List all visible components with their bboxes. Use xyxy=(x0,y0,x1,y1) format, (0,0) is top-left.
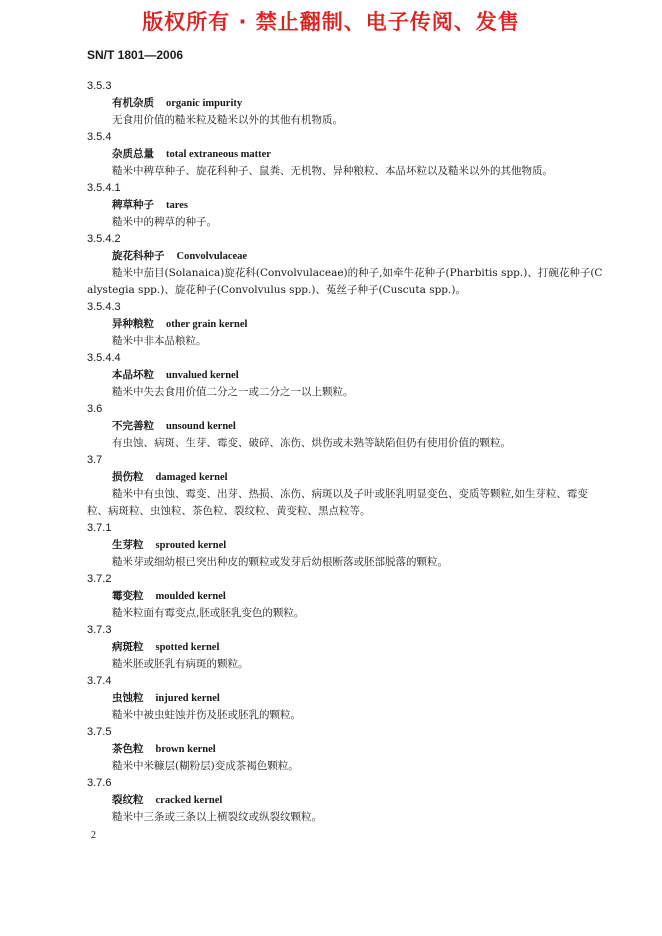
term-entry xyxy=(87,571,607,622)
clause-number: 3.7.4 xyxy=(87,675,112,687)
term-entry xyxy=(87,78,607,129)
term-chinese: 损伤粒 xyxy=(112,471,144,483)
clause-number: 3.5.4.2 xyxy=(87,233,121,245)
clause-number: 3.7.1 xyxy=(87,522,112,534)
term-entry xyxy=(87,520,607,571)
clause-number: 3.7 xyxy=(87,454,103,466)
clause-number: 3.5.3 xyxy=(87,80,112,92)
term-heading xyxy=(87,197,607,214)
clause-number: 3.5.4.3 xyxy=(87,301,121,313)
term-heading xyxy=(87,418,607,435)
term-definition: 糙米中的稗草的种子。 xyxy=(112,216,217,228)
term-heading xyxy=(87,316,607,333)
term-entry xyxy=(87,724,607,775)
clause-number: 3.5.4 xyxy=(87,131,112,143)
clause-number: 3.7.3 xyxy=(87,624,112,636)
clause-number: 3.7.2 xyxy=(87,573,112,585)
term-chinese: 病斑粒 xyxy=(112,641,144,653)
clause-number: 3.6 xyxy=(87,403,103,415)
term-english: sprouted kernel xyxy=(155,540,227,551)
term-chinese: 裂纹粒 xyxy=(112,794,144,806)
term-definition: 糙米中被虫蛀蚀并伤及胚或胚乳的颗粒。 xyxy=(112,709,301,721)
term-definition: 糙米胚或胚乳有病斑的颗粒。 xyxy=(112,658,249,670)
term-heading xyxy=(87,741,607,758)
term-entry xyxy=(87,452,607,520)
term-english: injured kernel xyxy=(155,693,220,704)
term-chinese: 有机杂质 xyxy=(112,97,154,109)
term-english: Convolvulaceae xyxy=(176,251,248,262)
term-english: moulded kernel xyxy=(155,591,226,602)
term-definition: 有虫蚀、病斑、生芽、霉变、破碎、冻伤、烘伤或未熟等缺陷但仍有使用价值的颗粒。 xyxy=(112,437,511,449)
term-chinese: 不完善粒 xyxy=(112,420,154,432)
term-english: organic impurity xyxy=(166,98,243,109)
term-definition: 糙米中稗草种子、旋花科种子、鼠粪、无机物、异种粮粒、本品坏粒以及糙米以外的其他物质。 xyxy=(112,165,553,177)
term-entry xyxy=(87,775,607,826)
term-definition: 糙米芽或细幼根已突出种皮的颗粒或发芽后幼根断落或胚部脱落的颗粒。 xyxy=(112,556,448,568)
term-english: unvalued kernel xyxy=(166,370,239,381)
term-heading xyxy=(87,537,607,554)
term-english: spotted kernel xyxy=(155,642,220,653)
term-entry xyxy=(87,129,607,180)
term-chinese: 虫蚀粒 xyxy=(112,692,144,704)
term-heading xyxy=(87,367,607,384)
term-english: other grain kernel xyxy=(166,319,248,330)
term-entry xyxy=(87,673,607,724)
term-entry xyxy=(87,350,607,401)
term-definition: 糙米中米糠层(糊粉层)变成茶褐色颗粒。 xyxy=(112,760,299,772)
term-chinese: 杂质总量 xyxy=(112,148,154,160)
term-entry xyxy=(87,622,607,673)
term-heading xyxy=(87,639,607,656)
term-heading xyxy=(87,792,607,809)
clause-number: 3.7.5 xyxy=(87,726,112,738)
term-heading xyxy=(87,469,607,486)
term-english: brown kernel xyxy=(155,744,216,755)
term-english: unsound kernel xyxy=(166,421,236,432)
term-entry xyxy=(87,180,607,231)
term-chinese: 茶色粒 xyxy=(112,743,144,755)
term-definition: 糙米中三条或三条以上横裂纹或纵裂纹颗粒。 xyxy=(112,811,322,823)
term-chinese: 旋花科种子 xyxy=(112,250,165,262)
term-entry xyxy=(87,299,607,350)
term-chinese: 本品坏粒 xyxy=(112,369,154,381)
term-definition: 糙米中有虫蚀、霉变、出芽、热损、冻伤、病斑以及子叶或胚乳明显变色、变质等颗粒,如生芽粒、霉变粒、病斑粒、虫蚀粒、茶色粒、裂纹粒、黄变粒、黑点粒等。 xyxy=(87,488,588,517)
term-english: damaged kernel xyxy=(155,472,228,483)
clause-number: 3.5.4.4 xyxy=(87,352,121,364)
term-definition: 糙米中失去食用价值二分之一或二分之一以上颗粒。 xyxy=(112,386,354,398)
term-chinese: 霉变粒 xyxy=(112,590,144,602)
term-english: tares xyxy=(166,200,188,211)
term-definition: 糙米中茄目(Solanaica)旋花科(Convolvulaceae)的种子,如牵牛花种子(Pharbitis spp.)、打碗花种子(Calystegia spp.)、旋花种子(Convolvulus spp.)、菟丝子种子(Cuscuta spp.)。 xyxy=(87,267,603,296)
standard-number: SN/T 1801—2006 xyxy=(87,48,184,62)
term-heading xyxy=(87,248,607,265)
clause-number: 3.5.4.1 xyxy=(87,182,121,194)
term-definition: 糙米中非本品粮粒。 xyxy=(112,335,207,347)
term-heading xyxy=(87,690,607,707)
watermark-banner: 版权所有 · 禁止翻制、电子传阅、发售 xyxy=(142,10,520,34)
term-entry xyxy=(87,231,607,299)
term-chinese: 异种粮粒 xyxy=(112,318,154,330)
term-list xyxy=(87,78,607,826)
term-english: total extraneous matter xyxy=(166,149,271,160)
term-heading xyxy=(87,146,607,163)
term-entry xyxy=(87,401,607,452)
term-chinese: 生芽粒 xyxy=(112,539,144,551)
term-heading xyxy=(87,588,607,605)
clause-number: 3.7.6 xyxy=(87,777,112,789)
term-definition: 糙米粒面有霉变点,胚或胚乳变色的颗粒。 xyxy=(112,607,305,619)
term-heading xyxy=(87,95,607,112)
term-definition: 无食用价值的糙米粒及糙米以外的其他有机物质。 xyxy=(112,114,343,126)
term-english: cracked kernel xyxy=(155,795,223,806)
term-chinese: 稗草种子 xyxy=(112,199,154,211)
page-number: 2 xyxy=(91,830,96,841)
